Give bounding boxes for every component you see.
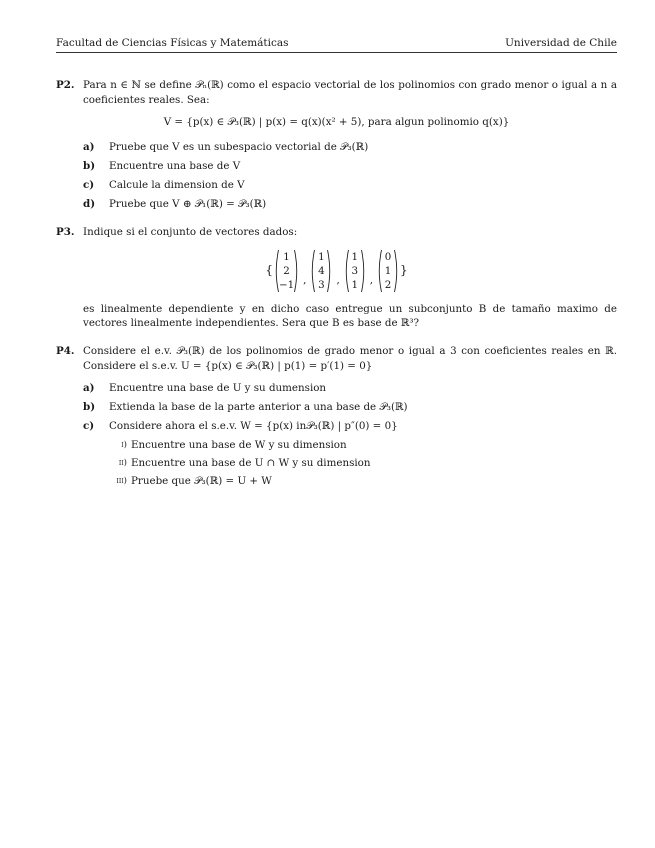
item-text: Considere ahora el s.e.v. W = {p(x) in𝒫₃(ℝ) | p″(0) = 0}	[109, 420, 398, 432]
vector-entry: 3	[318, 278, 325, 291]
page-header	[56, 37, 617, 53]
item-text: Encuentre una base de U y su dumension	[109, 382, 327, 394]
item-label: b)	[83, 159, 96, 172]
list-item	[83, 138, 617, 157]
item-list	[83, 138, 617, 214]
vector-entry: −1	[278, 278, 295, 291]
vector-entry: 0	[384, 250, 392, 263]
sub-item-list	[109, 436, 617, 490]
vector-entry: 1	[351, 278, 359, 291]
close-brace: }	[400, 263, 408, 278]
item-label: a)	[83, 140, 95, 153]
item-text: Extienda la base de la parte anterior a una base de 𝒫₃(ℝ)	[109, 401, 408, 413]
item-label: a)	[83, 382, 95, 394]
item-text: Pruebe que V ⊕ 𝒫₁(ℝ) = 𝒫₃(ℝ)	[109, 197, 267, 210]
vector-entry: 2	[384, 278, 392, 291]
list-item	[83, 379, 617, 398]
list-item	[83, 195, 617, 214]
sub-item-label: i)	[121, 440, 127, 450]
list-item	[83, 176, 617, 195]
problem-label: P3.	[56, 226, 75, 238]
separator: ,	[369, 274, 374, 286]
problem-intro: Indique si el conjunto de vectores dados:	[83, 226, 298, 238]
vector-entry: 3	[351, 264, 359, 277]
problem-label: P4.	[56, 345, 75, 357]
column-vector	[344, 250, 366, 292]
vector-entry: 4	[318, 264, 325, 277]
problem-intro: Para n ∈ ℕ se define 𝒫ₙ(ℝ) como el espacio vectorial de los polinomios con grado menor o igual a n a coeficientes reales. Sea:	[83, 79, 617, 106]
problem-intro: Considere el e.v. 𝒫₃(ℝ) de los polinomios de grado menor o igual a 3 con coeficientes reales en ℝ. Considere el s.e.v. U = {p(x) ∈ 𝒫₃(ℝ) | p(1) = p′(1) = 0}	[83, 345, 617, 372]
problem-p3	[56, 225, 617, 331]
item-label: c)	[83, 178, 95, 191]
sub-item-text: Encuentre una base de W y su dimension	[131, 439, 347, 451]
separator: ,	[303, 274, 307, 286]
sub-item-label: ii)	[118, 458, 127, 468]
list-item	[83, 417, 617, 436]
header-university: Universidad de Chile	[505, 37, 617, 49]
list-item	[83, 157, 617, 176]
header-faculty: Facultad de Ciencias Físicas y Matemáticas	[56, 37, 289, 49]
sub-list-item	[109, 436, 617, 454]
item-list	[83, 379, 617, 490]
vector-entry: 1	[384, 264, 392, 277]
separator: ,	[336, 274, 340, 286]
column-vector	[274, 250, 299, 292]
column-vector	[310, 250, 332, 292]
item-text: Calcule la dimension de V	[109, 178, 245, 191]
problem-label: P2.	[56, 79, 75, 91]
sub-list-item	[109, 472, 617, 490]
list-item	[83, 398, 617, 417]
sub-item-label: iii)	[116, 476, 127, 486]
sub-list-item	[109, 454, 617, 472]
item-text: Encuentre una base de V	[109, 159, 241, 172]
item-label: b)	[83, 401, 96, 413]
vector-entry: 2	[283, 264, 290, 277]
item-text: Pruebe que V es un subespacio vectorial de 𝒫₃(ℝ)	[109, 140, 369, 153]
problem-p2	[56, 78, 617, 214]
vector-entry: 1	[351, 250, 359, 263]
sub-item-text: Encuentre una base de U ∩ W y su dimension	[131, 457, 371, 469]
problem-question: es linealmente dependiente y en dicho caso entregue un subconjunto B de tamaño maximo de vectores linealmente independientes. Sera que B es base de ℝ³?	[83, 302, 617, 329]
open-brace: {	[265, 263, 273, 278]
definition-formula: V = {p(x) ∈ 𝒫₃(ℝ) | p(x) = q(x)(x² + 5), para algun polinomio q(x)}	[163, 116, 510, 128]
vector-entry: 1	[283, 250, 290, 263]
vector-set	[56, 250, 617, 292]
item-label: c)	[83, 420, 95, 432]
column-vector	[377, 250, 399, 292]
problem-p4	[56, 344, 617, 490]
vector-entry: 1	[318, 250, 325, 263]
item-label: d)	[83, 197, 96, 210]
sub-item-text: Pruebe que 𝒫₃(ℝ) = U + W	[131, 475, 272, 487]
